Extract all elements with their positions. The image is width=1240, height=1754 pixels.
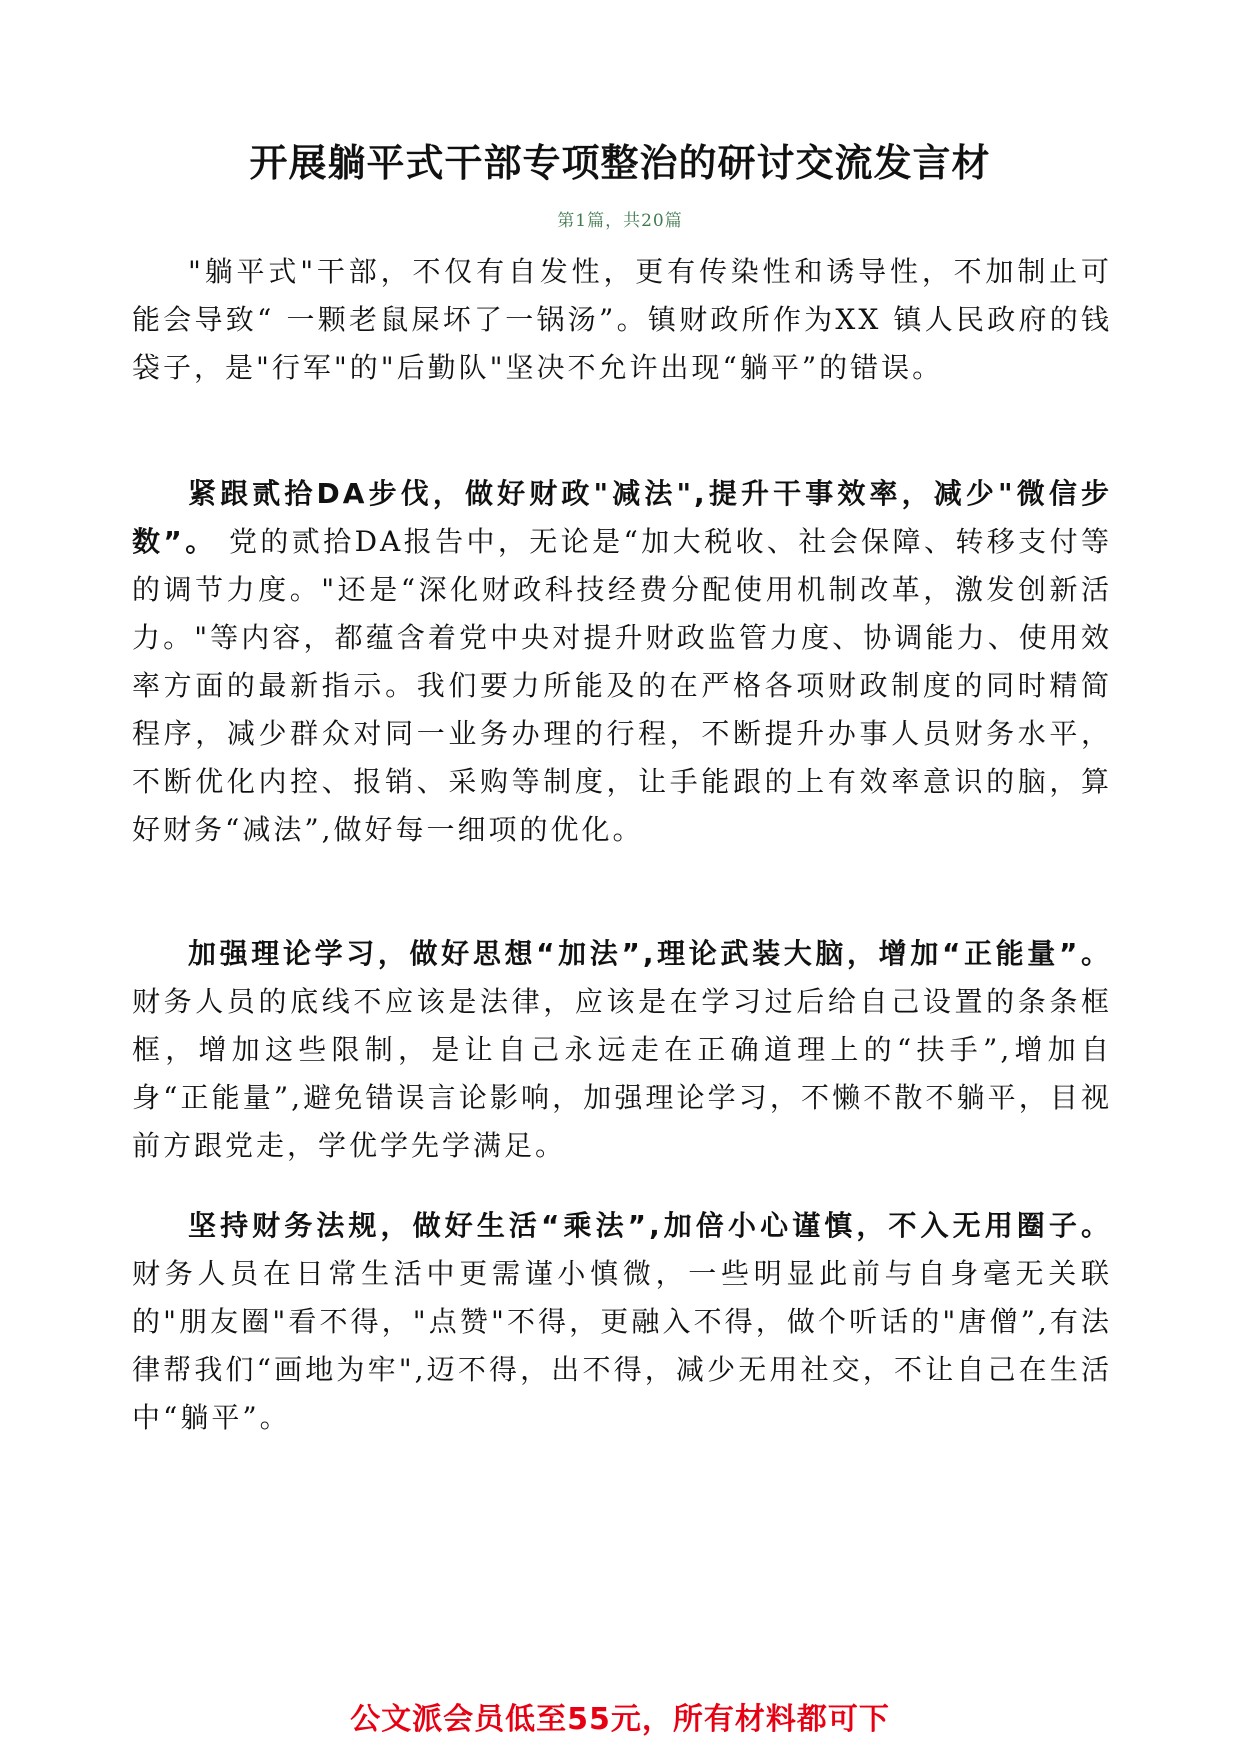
paragraph-heading: 紧跟贰拾DA步伐，做好财政"减法",提升干事效率，减少"微信步数”。 xyxy=(132,477,1112,558)
paragraph-intro xyxy=(132,248,1112,392)
paragraph-subtraction xyxy=(132,470,1112,854)
document-title: 开展躺平式干部专项整治的研讨交流发言材 xyxy=(249,141,991,185)
paragraph-multiplication xyxy=(132,1202,1112,1442)
paragraph-text: 党的贰拾DA报告中，无论是“加大税收、社会保障、转移支付等的调节力度。"还是“深化财政科技经费分配使用机制改革，激发创新活力。"等内容，都蕴含着党中央对提升财政监管力度、协调能力、使用效率方面的最新指示。我们要力所能及的在严格各项财政制度的同时精简程序，减少群众对同一业务办理的行程，不断提升办事人员财务水平，不断优化内控、报销、采购等制度，让手能跟的上有效率意识的脑，算好财务“减法”,做好每一细项的优化。 xyxy=(132,525,1113,846)
paragraph-text: 财务人员的底线不应该是法律，应该是在学习过后给自己设置的条条框框，增加这些限制，是让自己永远走在正确道理上的“扶手”,增加自身“正能量”,避免错误言论影响，加强理论学习，不懒不散不躺平，目视前方跟党走，学优学先学满足。 xyxy=(132,985,1112,1162)
paragraph-heading: 加强理论学习，做好思想“加法”,理论武装大脑，增加“正能量”。 xyxy=(188,937,1112,970)
paragraph-heading: 坚持财务法规，做好生活“乘法”,加倍小心谨慎，不入无用圈子。 xyxy=(188,1209,1112,1242)
paragraph-addition xyxy=(132,930,1112,1170)
page-counter: 第1篇，共20篇 xyxy=(557,211,683,231)
paragraph-text: 财务人员在日常生活中更需谨小慎微，一些明显此前与自身毫无关联的"朋友圈"看不得，"点赞"不得，更融入不得，做个听话的"唐僧”,有法律帮我们“画地为牢",迈不得，出不得，减少无用社交，不让自己在生活中“躺平”。 xyxy=(132,1257,1112,1434)
paragraph-text: "躺平式"干部，不仅有自发性，更有传染性和诱导性，不加制止可能会导致“ 一颗老鼠屎坏了一锅汤”。镇财政所作为XX 镇人民政府的钱袋子，是"行军"的"后勤队"坚决不允许出现“躺平”的错误。 xyxy=(132,255,1112,384)
membership-promo-banner[interactable]: 公文派会员低至55元，所有材料都可下 xyxy=(350,1702,890,1737)
